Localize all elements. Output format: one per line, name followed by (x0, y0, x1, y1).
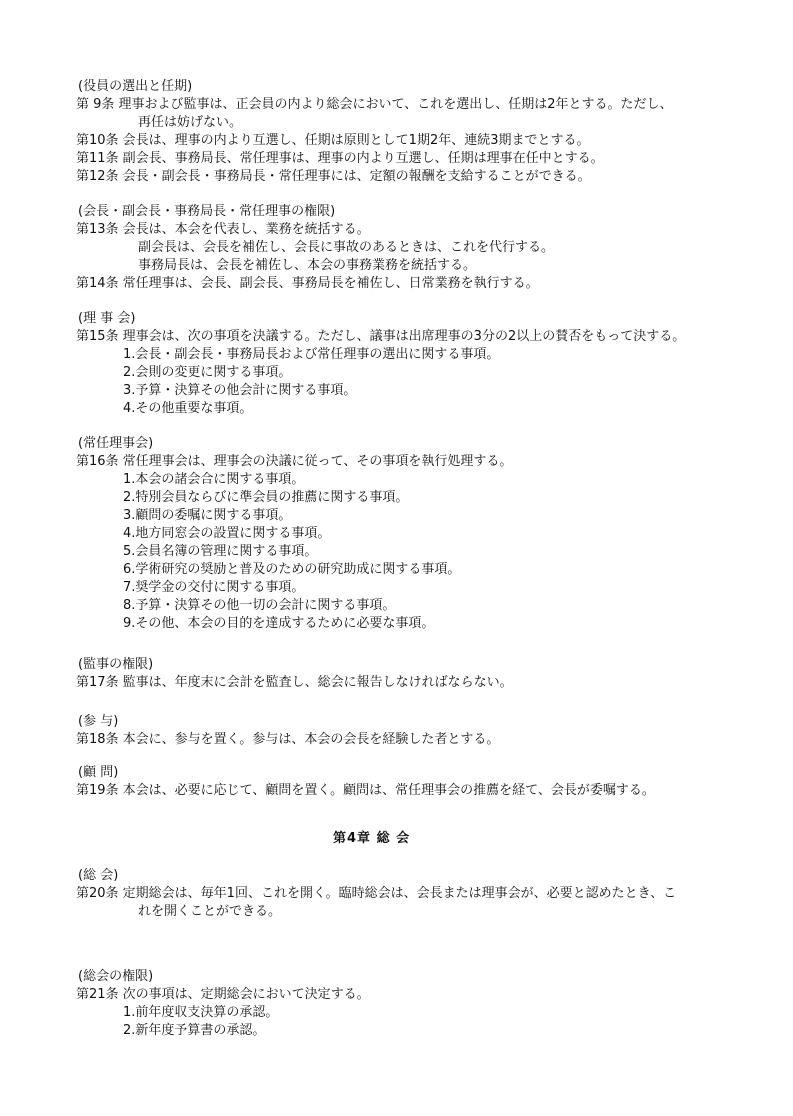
section-heading: (参 与) (78, 714, 119, 729)
section-heading: (総 会) (78, 868, 119, 883)
article-13-paragraph: 事務局長は、会長を補佐し、本会の事務業務を統括する。 (138, 258, 477, 273)
list-item: 9.その他、本会の目的を達成するために必要な事項。 (123, 616, 435, 631)
list-item: 2.特別会員ならびに準会員の推薦に関する事項。 (123, 490, 409, 505)
section-heading: (顧 問) (78, 765, 119, 780)
list-item: 1.前年度収支決算の承認。 (123, 1005, 279, 1020)
section-heading: (監事の権限) (78, 657, 154, 672)
article-12: 第12条 会長・副会長・事務局長・常任理事には、定額の報酬を支給することができる。 (76, 169, 591, 184)
list-item: 2.新年度予算書の承認。 (123, 1023, 266, 1038)
article-18: 第18条 本会に、参与を置く。参与は、本会の会長を経験した者とする。 (76, 732, 500, 747)
article-9: 第 9条 理事および監事は、正会員の内より総会において、これを選出し、任期は2年とする。ただし、 (76, 97, 673, 112)
section-heading: (総会の権限) (78, 969, 154, 984)
article-21: 第21条 次の事項は、定期総会において決定する。 (76, 987, 370, 1002)
article-16: 第16条 常任理事会は、理事会の決議に従って、その事項を執行処理する。 (76, 454, 513, 469)
list-item: 4.その他重要な事項。 (123, 401, 253, 416)
section-heading: (役員の選出と任期) (78, 79, 193, 94)
list-item: 8.予算・決算その他一切の会計に関する事項。 (123, 598, 396, 613)
chapter-title: 第4章 総 会 (333, 831, 411, 846)
list-item: 5.会員名簿の管理に関する事項。 (123, 544, 318, 559)
list-item: 3.予算・決算その他会計に関する事項。 (123, 383, 357, 398)
list-item: 1.会長・副会長・事務局長および常任理事の選出に関する事項。 (123, 347, 500, 362)
article-14: 第14条 常任理事は、会長、副会長、事務局長を補佐し、日常業務を執行する。 (76, 276, 539, 291)
section-heading: (理 事 会) (78, 311, 136, 326)
article-17: 第17条 監事は、年度末に会計を監査し、総会に報告しなければならない。 (76, 675, 513, 690)
article-13-paragraph: 副会長は、会長を補佐し、会長に事故のあるときは、これを代行する。 (138, 240, 555, 255)
article-20: 第20条 定期総会は、毎年1回、これを開く。臨時総会は、会長または理事会が、必要と認めたとき、こ (76, 886, 677, 901)
list-item: 3.顧問の委嘱に関する事項。 (123, 508, 292, 523)
list-item: 7.奨学金の交付に関する事項。 (123, 580, 305, 595)
article-20-continuation: れを開くことができる。 (138, 904, 282, 919)
article-15: 第15条 理事会は、次の事項を決議する。ただし、議事は出席理事の3分の2以上の賛否をもって決する。 (76, 329, 686, 344)
article-13: 第13条 会長は、本会を代表し、業務を統括する。 (76, 222, 370, 237)
article-11: 第11条 副会長、事務局長、常任理事は、理事の内より互選し、任期は理事在任中とする。 (76, 151, 604, 166)
list-item: 1.本会の諸会合に関する事項。 (123, 472, 305, 487)
article-9-continuation: 再任は妨げない。 (138, 115, 243, 130)
article-10: 第10条 会長は、理事の内より互選し、任期は原則として1期2年、連続3期までとする。 (76, 133, 590, 148)
list-item: 6.学術研究の奨励と普及のための研究助成に関する事項。 (123, 562, 461, 577)
section-heading: (常任理事会) (78, 436, 154, 451)
list-item: 4.地方同窓会の設置に関する事項。 (123, 526, 331, 541)
section-heading: (会長・副会長・事務局長・常任理事の権限) (78, 204, 336, 219)
article-19: 第19条 本会は、必要に応じて、顧問を置く。顧問は、常任理事会の推薦を経て、会長が委嘱する。 (76, 783, 655, 798)
list-item: 2.会則の変更に関する事項。 (123, 365, 292, 380)
